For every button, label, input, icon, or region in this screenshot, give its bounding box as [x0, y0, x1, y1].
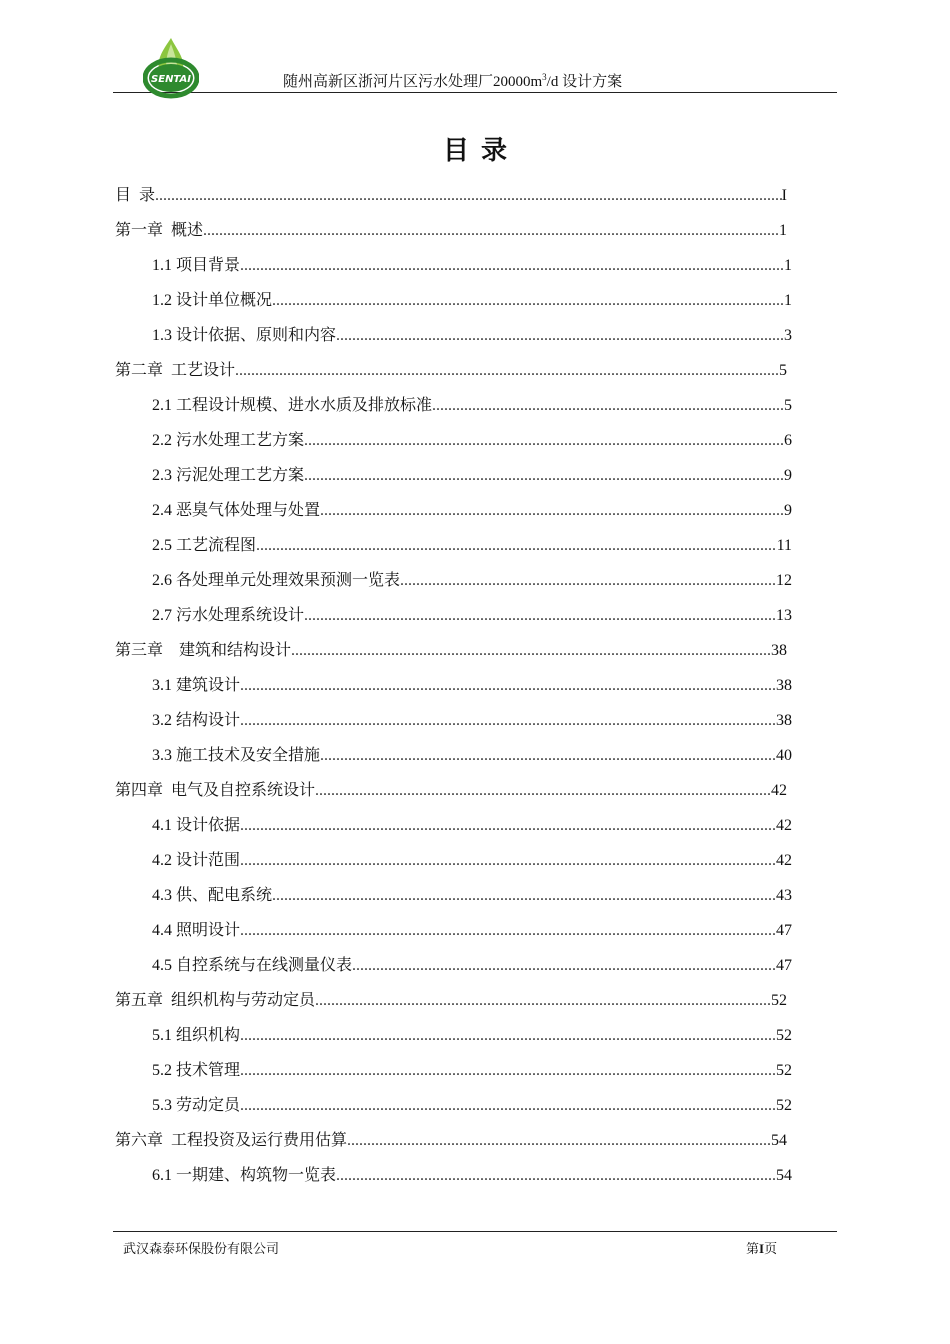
toc-leader-dots: [155, 178, 782, 213]
toc-page-number: 38: [776, 712, 792, 729]
toc-leader-dots: [240, 668, 776, 703]
toc-page-number: 12: [776, 572, 792, 589]
toc-page-number: 11: [776, 537, 792, 554]
toc-page-number: 52: [776, 1097, 792, 1114]
toc-leader-dots: [272, 283, 784, 318]
toc-section[interactable]: [115, 528, 795, 563]
toc-leader-dots: [320, 493, 784, 528]
toc-label: 第一章 概述: [115, 222, 204, 239]
toc-leader-dots: [240, 808, 776, 843]
toc-page-number: 1: [784, 257, 792, 274]
toc-leader-dots: [240, 1053, 776, 1088]
toc-label: 4.5 自控系统与在线测量仪表: [152, 957, 353, 974]
toc-leader-dots: [240, 913, 776, 948]
toc-label: 目 录: [115, 187, 156, 204]
toc-section[interactable]: [115, 878, 795, 913]
page-header: [113, 36, 837, 93]
toc-chapter[interactable]: [115, 633, 795, 668]
toc-leader-dots: [400, 563, 776, 598]
toc-label: 第二章 工艺设计: [115, 362, 236, 379]
toc-page-number: 6: [784, 432, 792, 449]
toc-leader-dots: [240, 703, 776, 738]
toc-section[interactable]: [115, 703, 795, 738]
toc-section[interactable]: [115, 458, 795, 493]
toc-label: 4.3 供、配电系统: [152, 887, 273, 904]
toc-page-number: 3: [784, 327, 792, 344]
footer-page-number: 第I页: [746, 1241, 778, 1256]
toc-leader-dots: [304, 598, 776, 633]
toc-label: 2.6 各处理单元处理效果预测一览表: [152, 572, 401, 589]
toc-chapter[interactable]: [115, 353, 795, 388]
page-footer: [113, 1231, 837, 1256]
toc-label: 5.1 组织机构: [152, 1027, 241, 1044]
table-of-contents: [115, 178, 795, 1193]
toc-leader-dots: [256, 528, 777, 563]
toc-leader-dots: [304, 458, 784, 493]
toc-page-number: 54: [771, 1132, 787, 1149]
toc-page-number: 1: [784, 292, 792, 309]
toc-chapter[interactable]: [115, 773, 795, 808]
toc-section[interactable]: [115, 283, 795, 318]
toc-page-number: 5: [784, 397, 792, 414]
toc-page-number: 1: [779, 222, 787, 239]
toc-leader-dots: [432, 388, 784, 423]
toc-label: 4.2 设计范围: [152, 852, 241, 869]
toc-leader-dots: [347, 1123, 771, 1158]
toc-label: 2.7 污水处理系统设计: [152, 607, 305, 624]
toc-section[interactable]: [115, 423, 795, 458]
toc-leader-dots: [352, 948, 776, 983]
toc-leader-dots: [336, 1158, 776, 1193]
toc-section[interactable]: [115, 493, 795, 528]
toc-page-number: 52: [776, 1027, 792, 1044]
toc-leader-dots: [240, 1088, 776, 1123]
toc-page-number: 9: [784, 467, 792, 484]
toc-section[interactable]: [115, 1018, 795, 1053]
toc-leader-dots: [304, 423, 784, 458]
toc-label: 4.1 设计依据: [152, 817, 241, 834]
toc-page-number: 52: [776, 1062, 792, 1079]
toc-leader-dots: [240, 1018, 776, 1053]
toc-label: 1.2 设计单位概况: [152, 292, 273, 309]
toc-page-number: 47: [776, 922, 792, 939]
toc-page-number: 40: [776, 747, 792, 764]
toc-page-number: 47: [776, 957, 792, 974]
toc-page-number: 5: [779, 362, 787, 379]
toc-section[interactable]: [115, 318, 795, 353]
toc-page-number: I: [781, 187, 787, 204]
toc-section[interactable]: [115, 388, 795, 423]
toc-label: 5.3 劳动定员: [152, 1097, 241, 1114]
toc-section[interactable]: [115, 598, 795, 633]
page-title: 目录: [442, 136, 519, 165]
toc-label: 4.4 照明设计: [152, 922, 241, 939]
header-title: 随州高新区浙河片区污水处理厂$20000m^3/d$ 设计方案: [283, 72, 623, 90]
toc-page-number: 54: [776, 1167, 792, 1184]
sentai-logo-icon: [143, 36, 199, 102]
toc-page-number: 42: [776, 817, 792, 834]
toc-page-number: 42: [776, 852, 792, 869]
toc-label: 1.1 项目背景: [152, 257, 241, 274]
toc-label: 第三章 建筑和结构设计: [115, 642, 292, 659]
toc-chapter[interactable]: [115, 983, 795, 1018]
toc-section[interactable]: [115, 1088, 795, 1123]
toc-page-number: 38: [776, 677, 792, 694]
toc-leader-dots: [240, 248, 784, 283]
toc-leader-dots: [235, 353, 779, 388]
toc-label: 2.4 恶臭气体处理与处置: [152, 502, 321, 519]
toc-leader-dots: [272, 878, 776, 913]
toc-chapter[interactable]: [115, 178, 795, 213]
toc-section[interactable]: [115, 1158, 795, 1193]
toc-page-number: 43: [776, 887, 792, 904]
toc-leader-dots: [203, 213, 779, 248]
toc-leader-dots: [240, 843, 776, 878]
toc-section[interactable]: [115, 668, 795, 703]
toc-section[interactable]: [115, 843, 795, 878]
toc-leader-dots: [315, 773, 771, 808]
toc-label: 3.3 施工技术及安全措施: [152, 747, 321, 764]
toc-label: 3.2 结构设计: [152, 712, 241, 729]
toc-section[interactable]: [115, 563, 795, 598]
toc-leader-dots: [320, 738, 776, 773]
toc-label: 6.1 一期建、构筑物一览表: [152, 1167, 337, 1184]
toc-section[interactable]: [115, 948, 795, 983]
toc-label: 2.5 工艺流程图: [152, 537, 257, 554]
toc-section[interactable]: [115, 738, 795, 773]
svg-text:SENTAI: SENTAI: [151, 74, 191, 85]
toc-label: 第五章 组织机构与劳动定员: [115, 992, 316, 1009]
toc-label: 2.3 污泥处理工艺方案: [152, 467, 305, 484]
toc-chapter[interactable]: [115, 213, 795, 248]
toc-section[interactable]: [115, 913, 795, 948]
toc-page-number: 9: [784, 502, 792, 519]
toc-label: 5.2 技术管理: [152, 1062, 241, 1079]
toc-label: 第四章 电气及自控系统设计: [115, 782, 316, 799]
toc-chapter[interactable]: [115, 1123, 795, 1158]
toc-leader-dots: [315, 983, 771, 1018]
toc-section[interactable]: [115, 248, 795, 283]
toc-label: 2.1 工程设计规模、进水水质及排放标准: [152, 397, 433, 414]
toc-leader-dots: [291, 633, 771, 668]
toc-page-number: 52: [771, 992, 787, 1009]
toc-label: 2.2 污水处理工艺方案: [152, 432, 305, 449]
toc-label: 3.1 建筑设计: [152, 677, 241, 694]
toc-section[interactable]: [115, 808, 795, 843]
toc-page-number: 42: [771, 782, 787, 799]
toc-label: 第六章 工程投资及运行费用估算: [115, 1132, 348, 1149]
toc-leader-dots: [336, 318, 784, 353]
footer-company: 武汉森泰环保股份有限公司: [123, 1241, 280, 1256]
toc-page-number: 38: [771, 642, 787, 659]
toc-page-number: 13: [776, 607, 792, 624]
toc-section[interactable]: [115, 1053, 795, 1088]
toc-label: 1.3 设计依据、原则和内容: [152, 327, 337, 344]
